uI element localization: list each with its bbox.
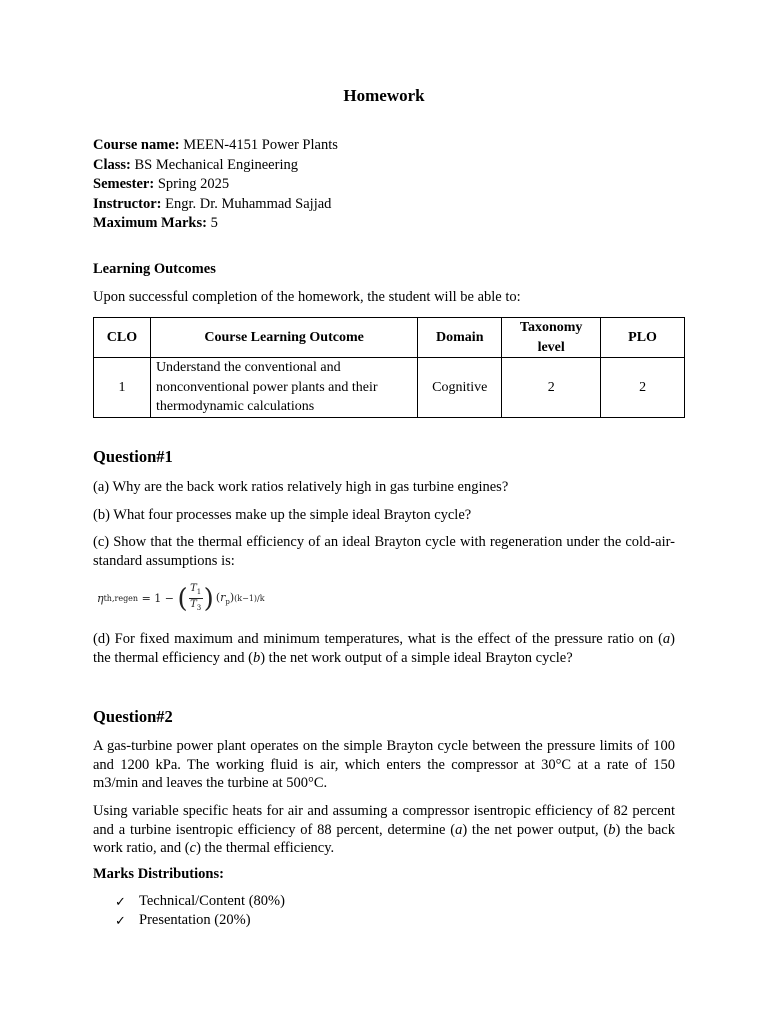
eq-eta-sub: th,regen [103,594,139,603]
list-item [115,892,285,911]
question-1-heading: Question#1 [93,447,173,466]
eq-rp-var: r [220,591,226,604]
table-cell: Understand the conventional and nonconventional power plants and their thermodynamic calculations [150,358,417,418]
table-header: PLO [601,318,685,358]
table-header-row [94,318,685,358]
question-1c: (c) Show that the thermal efficiency of an ideal Brayton cycle with regeneration under the cold-air-standard assumptions is: [93,534,675,569]
table-cell: 2 [601,358,685,418]
instructor-line [93,195,338,215]
max-marks-line [93,214,338,234]
text-run: b [608,821,616,838]
meta-value: Spring 2025 [154,176,230,192]
meta-label: Course name: [93,137,180,153]
clo-table [93,317,685,418]
regen-efficiency-equation [97,583,265,614]
text-run: a [662,631,671,647]
meta-value: BS Mechanical Engineering [130,156,298,173]
table-cell: 1 [94,358,151,418]
eq-exponent: (k−1)/k [234,594,265,603]
course-info [93,136,338,234]
table-header: CLO [94,318,151,358]
text-run: Using variable specific heats for air and assuming a compressor isentropic efficiency of 82 percent and a turbine isentropic efficiency of 88 percent, determine ( [93,803,675,838]
eq-equals: = 1 − [138,592,178,605]
table-header: Taxonomy level [502,318,601,358]
meta-label: Maximum Marks: [93,215,207,231]
table-row [94,358,685,418]
eq-den [190,599,201,614]
meta-label: Class: [93,156,131,173]
eq-num-var: T [190,583,197,594]
meta-value: Engr. Dr. Muhammad Sajjad [161,195,332,212]
eq-den-sub: 3 [196,604,202,612]
eq-rp: $(r_p)$ [215,591,235,606]
text-run: c [189,840,197,856]
list-item-label: Technical/Content (80%) [139,893,285,909]
semester-line [93,175,338,195]
eq-eta: η [97,592,104,605]
eq-paren: ( [177,583,188,614]
eq-den-var: T [190,599,197,610]
list-item-label: Presentation (20%) [139,912,251,928]
text-run: ) the thermal efficiency and ( [93,631,675,666]
eq-paren: ) [203,583,214,614]
learning-outcomes-heading: Learning Outcomes [93,261,216,277]
meta-value: 5 [206,215,218,231]
question-1a: (a) Why are the back work ratios relatively high in gas turbine engines? [93,479,509,495]
course-name-line [93,136,338,156]
text-run: a [455,821,463,838]
text-run: ) the net power output, ( [462,821,609,838]
class-line [93,156,338,176]
meta-label: Semester: [93,176,155,192]
learning-outcomes-intro: Upon successful completion of the homework, the student will be able to: [93,289,521,305]
list-item [115,911,285,930]
table-header: Domain [418,318,502,358]
page-title: Homework [343,86,425,105]
question-2-paragraph-2 [93,802,675,858]
question-1d [93,630,675,667]
table-cell: Cognitive [418,358,502,418]
checkmark-icon: ✓ [115,913,126,928]
eq-num [190,583,201,598]
checkmark-icon: ✓ [115,894,126,909]
text-run: ) the back work ratio, and ( [93,821,675,856]
table-header: Course Learning Outcome [150,318,417,358]
text-run: ) the thermal efficiency. [196,840,335,856]
text-run: (d) For fixed maximum and minimum temperatures, what is the effect of the pressure ratio on ( [93,631,663,647]
eq-rp-sub: p [225,598,230,606]
question-2-paragraph-1: A gas-turbine power plant operates on the simple Brayton cycle between the pressure limits of 100 and 1200 kPa. The working fluid is air, which enters the compressor at 30°C at a rate of 150 m3/min and leaves the turbine at 500°C. [93,738,675,791]
text-run: b [252,649,261,666]
meta-value: MEEN-4151 Power Plants [179,137,338,153]
eq-num-sub: 1 [196,588,202,596]
table-cell: 2 [502,358,601,418]
question-2-heading: Question#2 [93,707,173,726]
meta-label: Instructor: [93,195,162,212]
text-run: ) the net work output of a simple ideal Brayton cycle? [260,649,573,666]
question-1b: (b) What four processes make up the simple ideal Brayton cycle? [93,507,472,523]
marks-list [115,892,285,930]
eq-fraction [189,583,203,614]
marks-distribution-heading: Marks Distributions: [93,866,224,882]
